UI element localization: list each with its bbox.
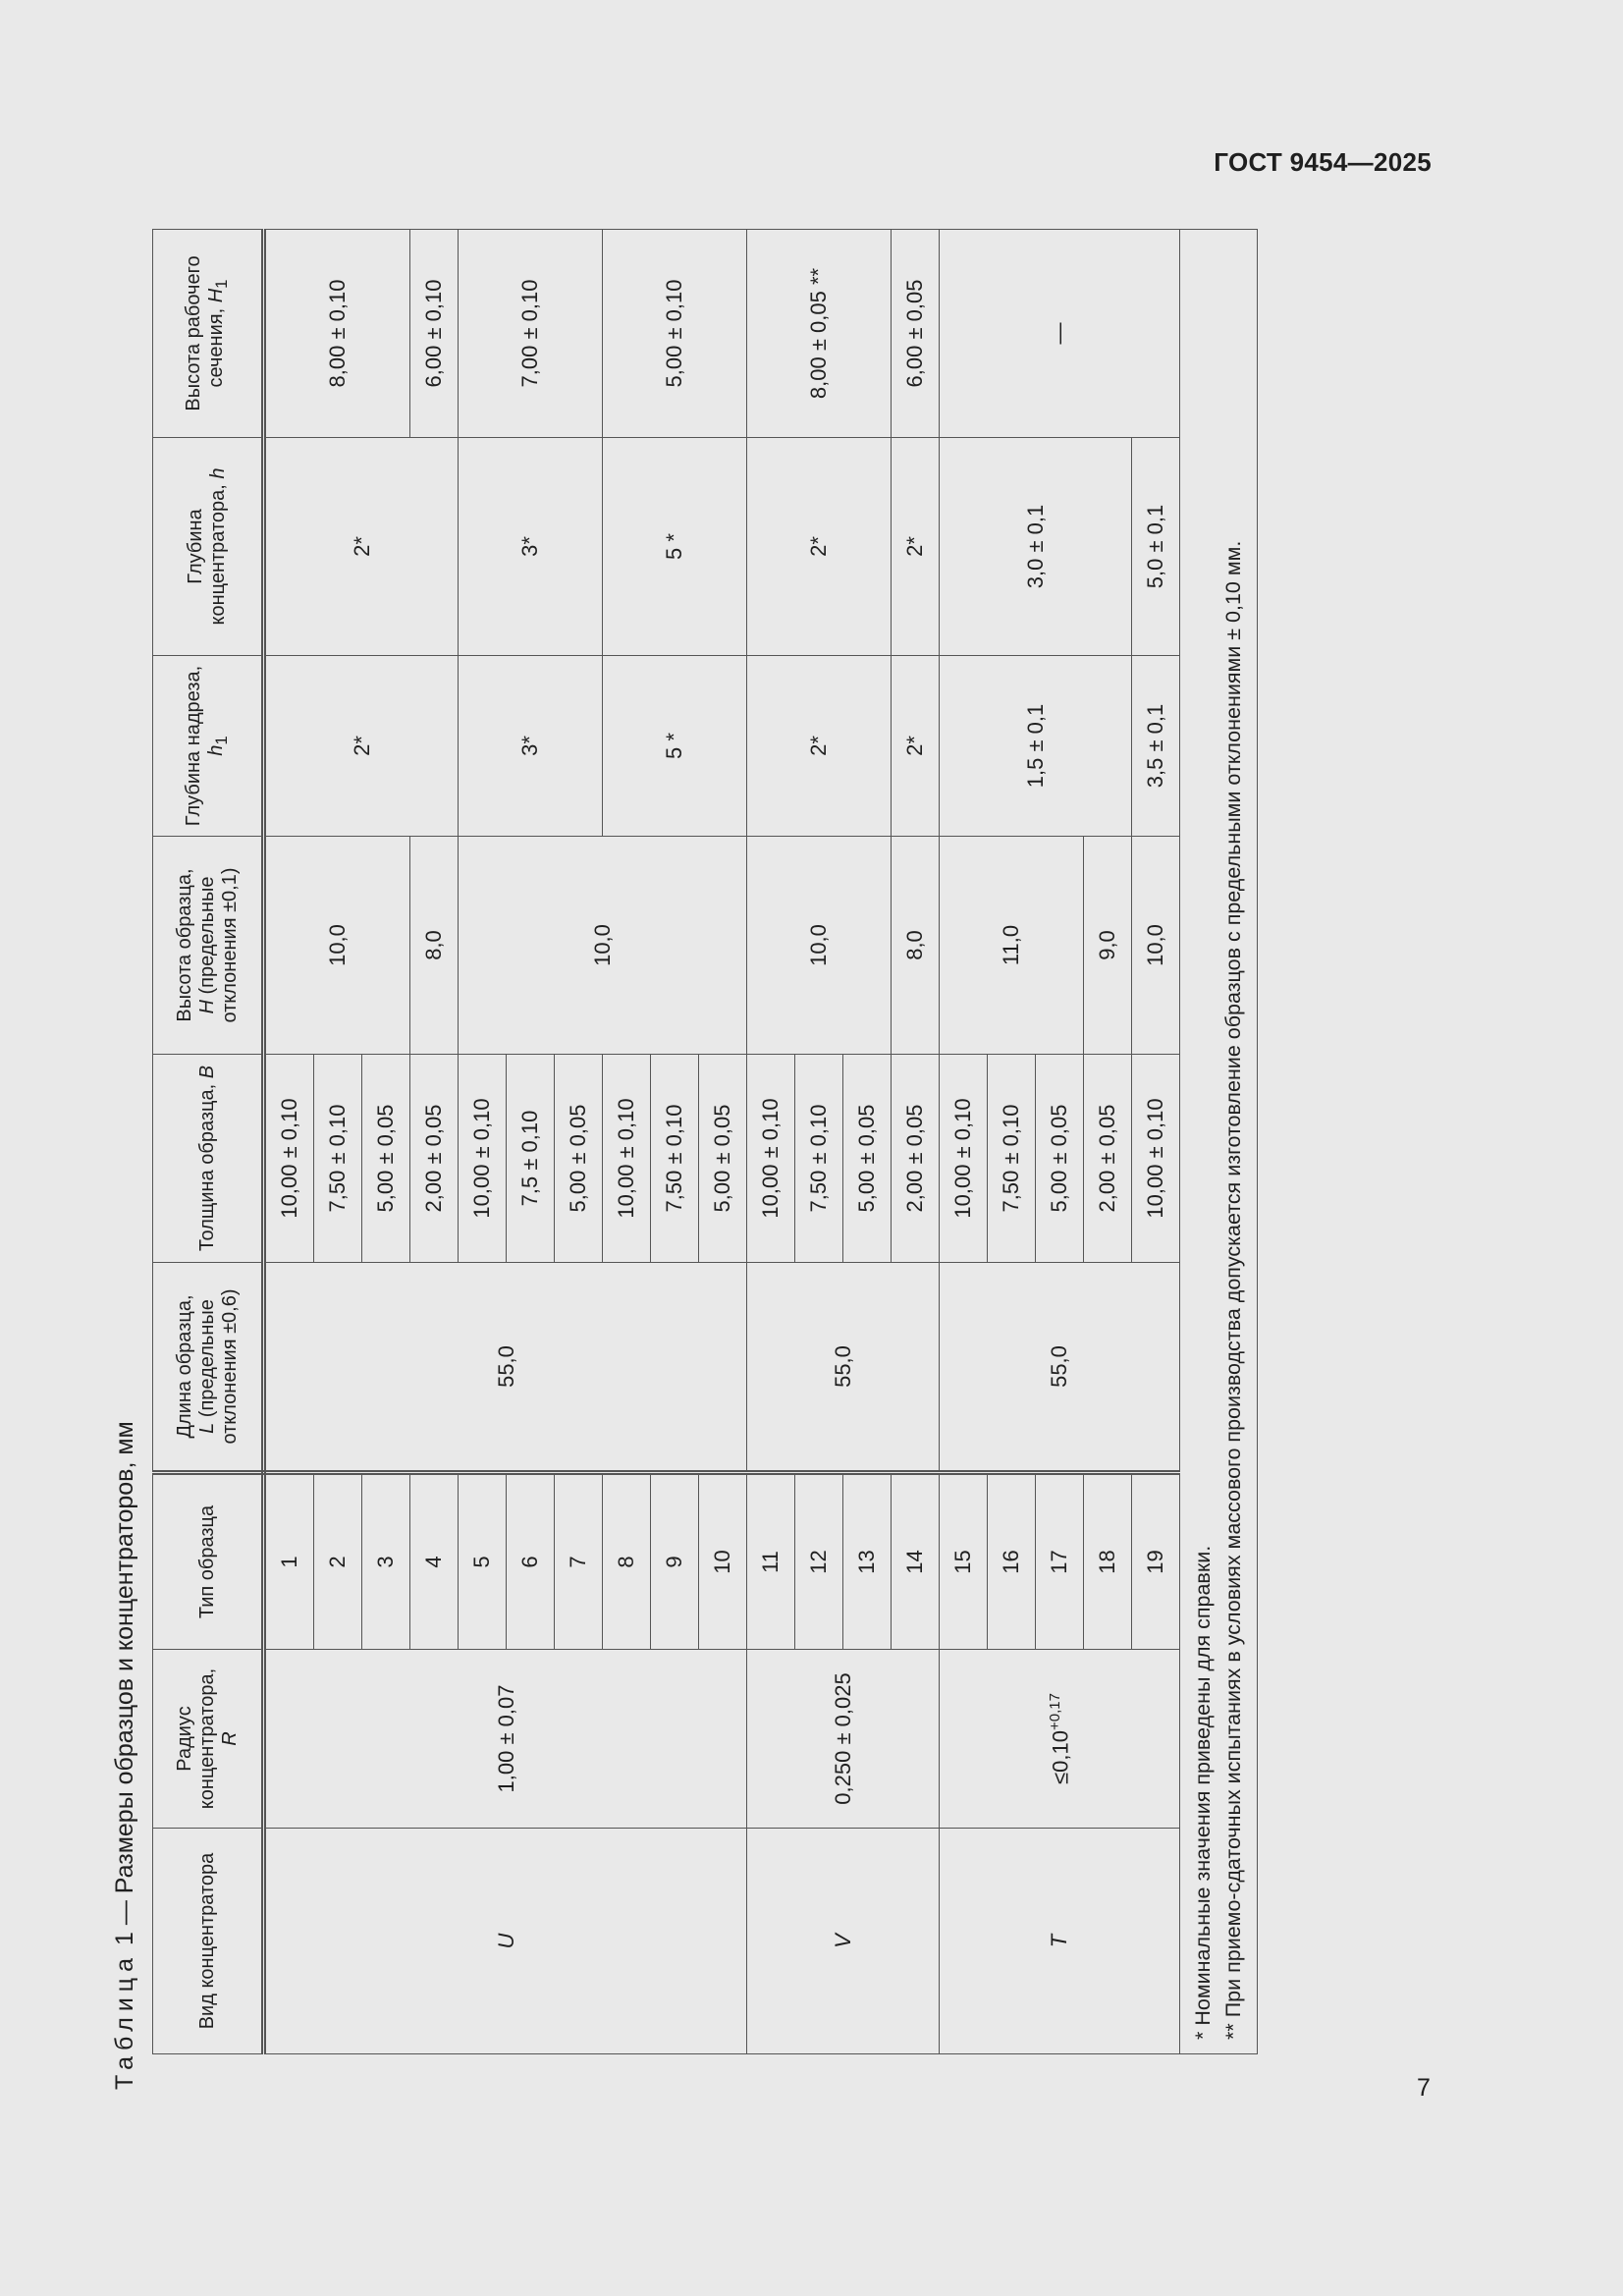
cell-notch: 1,5 ± 0,1 [940, 656, 1132, 837]
cell-type: 4 [410, 1473, 459, 1650]
document-header: ГОСТ 9454—2025 [1214, 147, 1432, 177]
dimensions-table [152, 229, 1258, 2054]
notes-row [1180, 230, 1258, 2054]
cell-type: 9 [651, 1473, 699, 1650]
cell-vid-t: T [940, 1829, 1180, 2054]
cell-type: 1 [264, 1473, 314, 1650]
cell-length-v: 55,0 [747, 1263, 940, 1473]
table-row [747, 230, 795, 2054]
caption-prefix: Таблица [111, 1951, 138, 2090]
cell-type: 15 [940, 1473, 988, 1650]
table-row [940, 230, 988, 2054]
cell-height: 8,0 [410, 837, 459, 1055]
cell-thickness: 2,00 ± 0,05 [892, 1055, 940, 1263]
cell-notch: 3,5 ± 0,1 [1132, 656, 1180, 837]
cell-thickness: 5,00 ± 0,05 [843, 1055, 892, 1263]
cell-vid-u: U [264, 1829, 747, 2054]
cell-conc: 3,0 ± 0,1 [940, 438, 1132, 656]
cell-conc: 2* [747, 438, 892, 656]
cell-work: 8,00 ± 0,10 [264, 230, 410, 438]
cell-type: 18 [1084, 1473, 1132, 1650]
cell-notch: 2* [264, 656, 459, 837]
rotated-table-block [111, 145, 1270, 2090]
cell-conc: 3* [459, 438, 603, 656]
cell-height: 10,0 [1132, 837, 1180, 1055]
footnote-2: ** При приемо-сдаточных испытаниях в условиях массового производства допускается изготовление образцов с предельными отклонениями ± 0,10 мм. [1221, 540, 1245, 2040]
footnote-1: * Номинальные значения приведены для справки. [1190, 1545, 1215, 2040]
cell-thickness: 5,00 ± 0,05 [555, 1055, 603, 1263]
table-footnotes [1180, 230, 1258, 2054]
cell-height: 9,0 [1084, 837, 1132, 1055]
col-header-vid: Вид концентратора [153, 1829, 264, 2054]
cell-thickness: 7,50 ± 0,10 [651, 1055, 699, 1263]
col-header-conc: Глубина концентратора, h [153, 438, 264, 656]
cell-height: 10,0 [264, 837, 410, 1055]
cell-radius-v: 0,250 ± 0,025 [747, 1650, 940, 1829]
cell-type: 6 [507, 1473, 555, 1650]
cell-type: 3 [362, 1473, 410, 1650]
cell-type: 16 [988, 1473, 1036, 1650]
cell-thickness: 10,00 ± 0,10 [940, 1055, 988, 1263]
cell-length-u: 55,0 [264, 1263, 747, 1473]
cell-type: 10 [699, 1473, 747, 1650]
table-row [264, 230, 314, 2054]
cell-thickness: 10,00 ± 0,10 [1132, 1055, 1180, 1263]
cell-type: 5 [459, 1473, 507, 1650]
page-number: 7 [1417, 2074, 1431, 2102]
cell-thickness: 5,00 ± 0,05 [699, 1055, 747, 1263]
caption-text: 1 — Размеры образцов и концентраторов, мм [111, 1421, 138, 1952]
cell-type: 14 [892, 1473, 940, 1650]
cell-thickness: 7,50 ± 0,10 [314, 1055, 362, 1263]
cell-type: 8 [603, 1473, 651, 1650]
cell-thickness: 7,5 ± 0,10 [507, 1055, 555, 1263]
cell-radius-t: $\le 0,10^{+0,17}$ [940, 1650, 1180, 1829]
cell-notch: 2* [747, 656, 892, 837]
col-header-length: Длина образца, L (предельные отклонения ±0,6) [153, 1263, 264, 1473]
col-header-work: Высота рабочего сечения, $H_1$ [153, 230, 264, 438]
col-header-tip: Тип образца [153, 1473, 264, 1650]
cell-vid-v: V [747, 1829, 940, 2054]
cell-conc: 2* [264, 438, 459, 656]
cell-height: 11,0 [940, 837, 1084, 1055]
cell-height: 8,0 [892, 837, 940, 1055]
cell-height: 10,0 [747, 837, 892, 1055]
cell-notch: 5 * [603, 656, 747, 837]
col-header-thickness: Толщина образца, B [153, 1055, 264, 1263]
cell-work: 8,00 ± 0,05 ** [747, 230, 892, 438]
cell-type: 7 [555, 1473, 603, 1650]
cell-thickness: 7,50 ± 0,10 [795, 1055, 843, 1263]
cell-thickness: 10,00 ± 0,10 [603, 1055, 651, 1263]
cell-thickness: 2,00 ± 0,05 [1084, 1055, 1132, 1263]
cell-thickness: 10,00 ± 0,10 [747, 1055, 795, 1263]
cell-type: 13 [843, 1473, 892, 1650]
cell-type: 19 [1132, 1473, 1180, 1650]
cell-work: 6,00 ± 0,10 [410, 230, 459, 438]
col-header-height: Высота образца, H (предельные отклонения ±0,1) [153, 837, 264, 1055]
col-header-notch: Глубина надреза, $h_1$ [153, 656, 264, 837]
cell-thickness: 2,00 ± 0,05 [410, 1055, 459, 1263]
cell-height: 10,0 [459, 837, 747, 1055]
table-header-row [153, 230, 264, 2054]
col-header-radius: Радиус концентратора, R [153, 1650, 264, 1829]
cell-type: 17 [1036, 1473, 1084, 1650]
cell-work: 7,00 ± 0,10 [459, 230, 603, 438]
cell-work: — [940, 230, 1180, 438]
cell-thickness: 10,00 ± 0,10 [459, 1055, 507, 1263]
cell-radius-u: 1,00 ± 0,07 [264, 1650, 747, 1829]
cell-thickness: 5,00 ± 0,05 [362, 1055, 410, 1263]
cell-work: 6,00 ± 0,05 [892, 230, 940, 438]
cell-conc: 5 * [603, 438, 747, 656]
table-caption [111, 1421, 139, 2090]
cell-type: 12 [795, 1473, 843, 1650]
cell-thickness: 5,00 ± 0,05 [1036, 1055, 1084, 1263]
cell-type: 11 [747, 1473, 795, 1650]
cell-type: 2 [314, 1473, 362, 1650]
cell-length-t: 55,0 [940, 1263, 1180, 1473]
cell-notch: 3* [459, 656, 603, 837]
cell-conc: 2* [892, 438, 940, 656]
cell-thickness: 7,50 ± 0,10 [988, 1055, 1036, 1263]
cell-conc: 5,0 ± 0,1 [1132, 438, 1180, 656]
cell-notch: 2* [892, 656, 940, 837]
cell-thickness: 10,00 ± 0,10 [264, 1055, 314, 1263]
cell-work: 5,00 ± 0,10 [603, 230, 747, 438]
